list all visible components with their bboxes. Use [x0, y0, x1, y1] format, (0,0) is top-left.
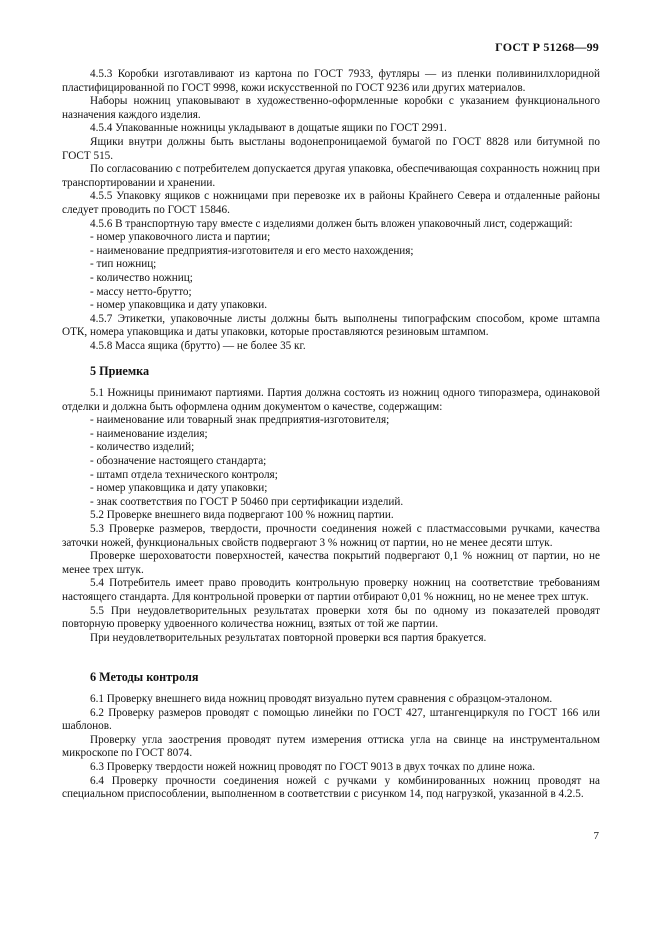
paragraph-6-2: 6.2 Проверку размеров проводят с помощью линейки по ГОСТ 427, штангенциркуля по ГОСТ 166 или шаблонов.: [62, 706, 600, 733]
paragraph-4-5-4: 4.5.4 Упакованные ножницы укладывают в дощатые ящики по ГОСТ 2991.: [90, 122, 447, 135]
packing-list-items: [62, 231, 600, 313]
list-item: - обозначение настоящего стандарта;: [90, 455, 267, 468]
list-item: - количество изделий;: [90, 441, 195, 454]
paragraph-4-5-5: 4.5.5 Упаковку ящиков с ножницами при перевозке их в районы Крайнего Севера и отдаленные районы следует проводить по ГОСТ 15846.: [62, 190, 600, 216]
paragraph-6-2-angle: Проверку угла заострения проводят путем измерения оттиска угла на свинце на инструментальном микроскопе по ГОСТ 8074.: [62, 733, 600, 760]
section-6-title: 6 Методы контроля: [90, 670, 199, 685]
paragraph-5-3-roughness: Проверке шероховатости поверхностей, качества покрытий подвергают 0,1 % ножниц от партии, но не менее трех штук.: [62, 550, 600, 576]
list-item: - номер упаковщика и дату упаковки;: [90, 482, 268, 495]
paragraph-4-5-4-lining: Ящики внутри должны быть выстланы водонепроницаемой бумагой по ГОСТ 8828 или битумной по ГОСТ 515.: [62, 135, 600, 162]
list-item: - штамп отдела технического контроля;: [90, 468, 278, 481]
list-item: - знак соответствия по ГОСТ Р 50460 при сертификации изделий.: [90, 495, 404, 508]
list-item: - наименование изделия;: [90, 427, 208, 440]
section-5-title: 5 Приемка: [90, 364, 150, 379]
paragraph-5-5-reject: При неудовлетворительных результатах повторной проверки вся партия бракуется.: [90, 631, 487, 644]
paragraph-4-5-8: 4.5.8 Масса ящика (брутто) — не более 35 кг.: [90, 339, 306, 352]
paragraph-5-4: 5.4 Потребитель имеет право проводить контрольную проверку ножниц на соответствие требованиям настоящего стандарта. Для контрольной проверки от партии отбирают 0,01 % ножниц, но не менее трех штук.: [62, 577, 600, 603]
quality-document-items: [62, 414, 600, 509]
paragraph-5-1: 5.1 Ножницы принимают партиями. Партия должна состоять из ножниц одного типоразмера, одинаковой отделки и должна быть оформлена одним документом о качестве, содержащим:: [62, 387, 600, 413]
list-item: - номер упаковочного листа и партии;: [90, 231, 271, 244]
paragraph-4-5-6: 4.5.6 В транспортную тару вместе с изделиями должен быть вложен упаковочный лист, содержащий:: [90, 217, 573, 230]
paragraph-5-3: 5.3 Проверке размеров, твердости, прочности соединения ножей с пластмассовыми ручками, качества заточки ножей, функциональных свойств подвергают 3 % ножниц от партии, но не менее десяти штук.: [62, 523, 600, 549]
paragraph-6-3: 6.3 Проверку твердости ножей ножниц проводят по ГОСТ 9013 в двух точках по длине ножа.: [90, 760, 535, 773]
list-item: - тип ножниц;: [90, 258, 157, 271]
paragraph-5-2: 5.2 Проверке внешнего вида подвергают 100 % ножниц партии.: [90, 509, 394, 522]
paragraph-4-5-7: 4.5.7 Этикетки, упаковочные листы должны быть выполнены типографским способом, кроме штампа ОТК, номера упаковщика и даты упаковки, которые проставляются резиновым штампом.: [62, 312, 600, 339]
list-item: - количество ножниц;: [90, 271, 193, 284]
paragraph-6-1: 6.1 Проверку внешнего вида ножниц проводят визуально путем сравнения с образцом-эталоном.: [90, 692, 553, 705]
list-item: - массу нетто-брутто;: [90, 285, 192, 298]
paragraph-4-5-3-sets: Наборы ножниц упаковывают в художественно-оформленные коробки с указанием функционального назначения каждого изделия.: [62, 95, 600, 121]
document-body: [62, 68, 600, 802]
paragraph-5-5: 5.5 При неудовлетворительных результатах проверки хотя бы по одному из показателей проводят повторную проверку удвоенного количества ножниц, взятых от той же партии.: [62, 604, 600, 631]
page-number: 7: [593, 830, 599, 842]
paragraph-4-5-4-agreement: По согласованию с потребителем допускается другая упаковка, обеспечивающая сохранность ножниц при транспортировании и хранении.: [62, 163, 600, 189]
paragraph-4-5-3: 4.5.3 Коробки изготавливают из картона по ГОСТ 7933, футляры — из пленки поливинилхлоридной пластифицированной по ГОСТ 9998, кожи искусственной по ГОСТ 9236 или других материалов.: [62, 68, 600, 94]
paragraph-6-4: 6.4 Проверку прочности соединения ножей с ручками у комбинированных ножниц проводят на специальном приспособлении, выполненном в соответствии с рисунком 14, под нагрузкой, указанной в 4.2.5.: [62, 774, 600, 801]
document-code-header: ГОСТ Р 51268—99: [495, 40, 599, 54]
list-item: - наименование предприятия-изготовителя и его место нахождения;: [90, 244, 414, 257]
list-item: - номер упаковщика и дату упаковки.: [90, 299, 268, 312]
list-item: - наименование или товарный знак предприятия-изготовителя;: [90, 414, 390, 427]
